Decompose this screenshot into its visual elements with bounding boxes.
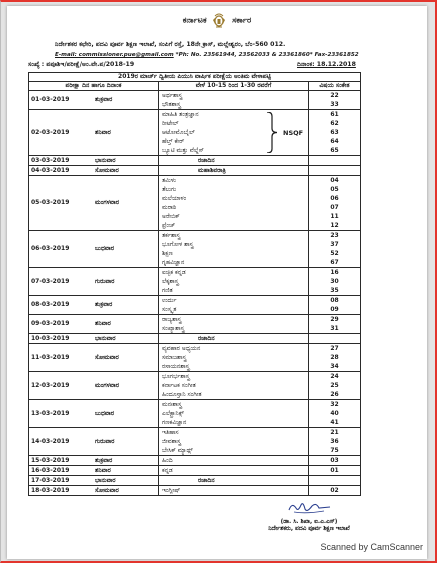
subject-name: ಸಮಾಜಶಾಸ್ತ್ರ [162, 354, 187, 361]
subject-name: ರೀಟೇಲ್ [162, 120, 179, 127]
exam-weekday: ಶುಕ್ರವಾರ [95, 301, 113, 308]
subject-name: ಅರ್ಥಶಾಸ್ತ್ರ [162, 92, 183, 99]
exam-weekday: ಗುರುವಾರ [95, 277, 115, 285]
exam-date-cell [29, 231, 159, 268]
exam-date: 09-03-2019 [31, 320, 70, 327]
exam-weekday: ಬುಧವಾರ [95, 409, 114, 417]
subject-code: 27 [330, 345, 339, 352]
codes-cell [309, 166, 361, 176]
subjects-cell [159, 476, 309, 486]
reference-number: ಸಂಖ್ಯೆ : ಪಪೂಶಿಇ/ಪರೀಕ್ಷೆ/ಅಂ.ವೇ.ಪ/2018-19 [28, 61, 135, 68]
subject-code: 26 [330, 391, 339, 398]
subject-name: ಭೂಗೋಳ ಶಾಸ್ತ್ರ [162, 241, 194, 248]
exam-date: 16-03-2019 [31, 466, 70, 474]
codes-cell [309, 296, 361, 315]
subject-name: ಹಿಂದೂಸ್ತಾನಿ ಸಂಗೀತ [162, 391, 202, 398]
exam-date: 07-03-2019 [31, 277, 70, 285]
group-label: NSQF [283, 128, 304, 137]
subject-code: 28 [330, 354, 339, 361]
holiday-row [29, 166, 361, 176]
codes-cell [309, 456, 361, 466]
subject-name: ತಮಿಳು [162, 177, 177, 184]
table-title: 2019ರ ಮಾರ್ಚ್ ದ್ವಿತೀಯ ಪಿಯುಸಿ ವಾರ್ಷಿಕ ಪರೀಕ್ಷೆಯ ಅಂತಿಮ ವೇಳಾಪಟ್ಟಿ [29, 73, 361, 82]
exam-date-cell [29, 372, 159, 400]
subject-code: 35 [330, 287, 339, 294]
subject-name: ಬ್ಯೂಟಿ ಮತ್ತು ವೆಲ್ನೆಸ್ [162, 147, 204, 154]
exam-day-row [29, 456, 361, 466]
exam-date-cell [29, 176, 159, 231]
exam-day-row [29, 231, 361, 268]
subject-code: 04 [330, 177, 339, 184]
exam-weekday: ಶುಕ್ರವಾರ [95, 96, 113, 103]
subjects-cell [159, 176, 309, 231]
exam-weekday: ಸೋಮವಾರ [95, 166, 119, 174]
exam-date: 12-03-2019 [31, 381, 70, 389]
exam-date-cell [29, 486, 159, 496]
exam-date-cell [29, 466, 159, 476]
subjects-cell [159, 334, 309, 344]
subject-name: ತೆಲುಗು [162, 186, 177, 193]
holiday-row [29, 156, 361, 166]
contact-fax: Fax-23361852 [314, 52, 359, 58]
exam-weekday: ಶುಕ್ರವಾರ [95, 456, 113, 464]
subject-code: 63 [330, 129, 339, 136]
contact-phone: *Ph: No. 23561944, 23562033 & 23361860* [175, 52, 313, 58]
exam-weekday: ಭಾನುವಾರ [95, 476, 116, 484]
exam-date: 18-03-2019 [31, 486, 70, 494]
exam-date-cell [29, 268, 159, 296]
subject-name: ಇತಿಹಾಸ [162, 429, 179, 436]
exam-day-row [29, 296, 361, 315]
codes-cell [309, 466, 361, 476]
subject-code: 36 [330, 438, 339, 445]
subject-name: ಎಲೆಕ್ಟ್ರಾನಿಕ್ಸ್ [162, 410, 184, 417]
exam-date-cell [29, 476, 159, 486]
exam-date-cell [29, 400, 159, 428]
subjects-cell [159, 156, 309, 166]
subject-name: ಗೃಹವಿಜ್ಞಾನ [162, 259, 185, 266]
exam-date: 11-03-2019 [31, 353, 70, 361]
document-page [7, 6, 427, 559]
subject-name: ಉರ್ದು [162, 297, 177, 304]
column-header-time: ವೇಳೆ 10-15 ರಿಂದ 1-30 ರವರೆಗೆ [159, 82, 309, 91]
subject-code: 07 [330, 204, 339, 211]
codes-cell [309, 344, 361, 372]
exam-date-cell [29, 156, 159, 166]
exam-weekday: ಭಾನುವಾರ [95, 156, 116, 164]
codes-cell [309, 400, 361, 428]
subject-name: ಗಣಕವಿಜ್ಞಾನ [162, 419, 187, 426]
subjects-cell [159, 456, 309, 466]
subjects-cell [159, 428, 309, 456]
issue-date: ದಿನಾಂಕ: 18.12.2018 [297, 61, 356, 68]
subject-code: 52 [330, 250, 339, 257]
subject-code: 64 [330, 138, 339, 145]
codes-cell [309, 176, 361, 231]
contact-email: E-mail: commissioner.pue@gmail.com [55, 52, 174, 58]
subject-code: 22 [330, 92, 339, 99]
codes-cell [309, 156, 361, 166]
exam-date: 05-03-2019 [31, 199, 70, 206]
office-address: ನಿರ್ದೇಶಕರ ಕಛೇರಿ, ಪದವಿ ಪೂರ್ವ ಶಿಕ್ಷಣ ಇಲಾಖೆ, ಸಂಪಿಗೆ ರಸ್ತೆ, 18ನೇ ಕ್ರಾಸ್, ಮಲ್ಲೇಶ್ವರಂ, ಬೆಂ-560 012. [55, 41, 286, 48]
exam-date: 01-03-2019 [31, 96, 70, 103]
subject-name: ವ್ಯವಹಾರ ಅಧ್ಯಯನ [162, 345, 201, 352]
subject-code: 16 [330, 269, 339, 276]
subject-name: ರಾಜ್ಯಶಾಸ್ತ್ರ [162, 316, 182, 323]
exam-day-row [29, 110, 361, 156]
subject-name: ಫ್ರೆಂಚ್ [162, 222, 176, 229]
subject-code: 32 [330, 401, 339, 408]
subject-name: ಶಿಕ್ಷಣ [162, 250, 173, 257]
scanner-watermark: Scanned by CamScanner [320, 542, 423, 552]
subject-name: ಕನ್ನಡ [162, 467, 173, 474]
exam-weekday: ಸೋಮವಾರ [95, 486, 119, 494]
exam-day-row [29, 91, 361, 110]
subject-name: ಮರಾಠಿ [162, 204, 177, 211]
exam-date: 14-03-2019 [31, 437, 70, 445]
group-brace-icon [267, 112, 277, 153]
subject-code: 11 [330, 213, 339, 220]
exam-date: 03-03-2019 [31, 156, 70, 164]
subjects-cell [159, 166, 309, 176]
exam-weekday: ಸೋಮವಾರ [95, 353, 119, 361]
exam-day-row [29, 400, 361, 428]
subject-name: ಇಂಗ್ಲೀಷ್ [162, 487, 181, 494]
subject-code: 75 [330, 447, 339, 454]
exam-date-cell [29, 344, 159, 372]
exam-date-cell [29, 91, 159, 110]
subject-name: ಗಣಿತ [162, 287, 173, 294]
subject-name: ರಸಾಯನಶಾಸ್ತ್ರ [162, 363, 190, 370]
timetable-body [29, 91, 361, 496]
header-left-text: ಕರ್ನಾಟಕ [182, 15, 207, 25]
subject-name: ಹೆಲ್ತ್ ಕೇರ್ [162, 138, 185, 145]
exam-date-cell [29, 428, 159, 456]
subject-code: 31 [330, 325, 339, 332]
codes-cell [309, 315, 361, 334]
holiday-note: ರಜಾದಿನ [198, 335, 215, 342]
subject-code: 12 [330, 222, 339, 229]
exam-day-row [29, 176, 361, 231]
exam-weekday: ಶನಿವಾರ [95, 320, 111, 327]
subject-code: 40 [330, 410, 339, 417]
subject-name: ಸಂಸ್ಕೃತ [162, 306, 177, 313]
subjects-cell [159, 296, 309, 315]
subject-code: 34 [330, 363, 339, 370]
subject-name: ಮಲೆಯಾಳಂ [162, 195, 187, 202]
subject-name: ಅರೇಬಿಕ್ [162, 213, 180, 220]
exam-day-row [29, 486, 361, 496]
subject-name: ಲೆಕ್ಕಶಾಸ್ತ್ರ [162, 278, 179, 285]
exam-date: 17-03-2019 [31, 476, 70, 484]
subject-code: 62 [330, 120, 339, 127]
subject-name: ಬೇಸಿಕ್ ಮ್ಯಾಥ್ಸ್ [162, 447, 193, 454]
subject-code: 33 [330, 101, 339, 108]
subject-code: 25 [330, 382, 339, 389]
exam-date: 06-03-2019 [31, 245, 70, 252]
codes-cell [309, 110, 361, 156]
codes-cell [309, 268, 361, 296]
subjects-cell [159, 400, 309, 428]
column-header-code: ವಿಷಯ ಸಂಕೇತ [309, 82, 361, 91]
subject-code: 03 [330, 457, 339, 464]
subject-code: 06 [330, 195, 339, 202]
subjects-cell [159, 372, 309, 400]
signature-block [253, 499, 365, 533]
exam-day-row [29, 344, 361, 372]
exam-weekday: ಶನಿವಾರ [95, 128, 111, 136]
codes-cell [309, 476, 361, 486]
government-header [7, 12, 427, 29]
empty-code [309, 166, 360, 175]
subjects-cell [159, 91, 309, 110]
header-right-text: ಸರ್ಕಾರ [232, 15, 252, 25]
signatory-name: (ಡಾ. ಸಿ. ಶಿಖಾ, ಐ.ಎ.ಎಸ್) [280, 519, 338, 525]
subject-code: 29 [330, 316, 339, 323]
subject-code: 30 [330, 278, 339, 285]
subject-code: 61 [330, 111, 339, 118]
exam-day-row [29, 372, 361, 400]
exam-date: 02-03-2019 [31, 128, 70, 136]
timetable-table [28, 72, 361, 496]
exam-weekday: ಶನಿವಾರ [95, 466, 111, 474]
subject-code: 08 [330, 297, 339, 304]
exam-date: 10-03-2019 [31, 334, 70, 342]
exam-date-cell [29, 456, 159, 466]
exam-date: 08-03-2019 [31, 301, 70, 308]
subject-code: 37 [330, 241, 339, 248]
subject-code: 02 [330, 487, 339, 494]
codes-cell [309, 486, 361, 496]
subjects-cell [159, 231, 309, 268]
subject-code: 67 [330, 259, 339, 266]
exam-date-cell [29, 166, 159, 176]
codes-cell [309, 372, 361, 400]
subject-code: 01 [330, 467, 339, 474]
subject-code: 41 [330, 419, 339, 426]
subject-code: 09 [330, 306, 339, 313]
codes-cell [309, 334, 361, 344]
subject-name: ಭೂಗರ್ಭಶಾಸ್ತ್ರ [162, 373, 190, 380]
exam-date-cell [29, 110, 159, 156]
exam-date: 04-03-2019 [31, 166, 70, 174]
subjects-cell [159, 486, 309, 496]
exam-day-row [29, 315, 361, 334]
subjects-cell [159, 110, 309, 156]
exam-date-cell [29, 296, 159, 315]
codes-cell [309, 231, 361, 268]
subject-code: 24 [330, 373, 339, 380]
exam-weekday: ಗುರುವಾರ [95, 437, 115, 445]
exam-day-row [29, 466, 361, 476]
holiday-note: ರಜಾದಿನ [198, 157, 215, 164]
table-header-row [29, 82, 361, 91]
subject-name: ಜೀವಶಾಸ್ತ್ರ [162, 438, 181, 445]
subject-name: ಮನಃಶಾಸ್ತ್ರ [162, 401, 182, 408]
exam-weekday: ಭಾನುವಾರ [95, 334, 116, 342]
contact-line [55, 52, 375, 58]
exam-date: 15-03-2019 [31, 456, 70, 464]
column-header-date: ಪರೀಕ್ಷಾ ದಿನ ಹಾಗೂ ದಿನಾಂಕ [29, 82, 159, 91]
subject-name: ಆಟೋಮೊಬೈಲ್ [162, 129, 195, 136]
subjects-cell [159, 466, 309, 476]
holiday-row [29, 476, 361, 486]
empty-code [309, 156, 360, 165]
subjects-cell [159, 268, 309, 296]
subjects-cell [159, 315, 309, 334]
exam-day-row [29, 428, 361, 456]
empty-code [309, 334, 360, 343]
exam-date: 13-03-2019 [31, 409, 70, 417]
subject-code: 05 [330, 186, 339, 193]
exam-day-row [29, 268, 361, 296]
table-title-row [29, 73, 361, 82]
holiday-row [29, 334, 361, 344]
exam-weekday: ಮಂಗಳವಾರ [95, 199, 120, 206]
subject-name: ತರ್ಕಶಾಸ್ತ್ರ [162, 232, 181, 239]
karnataka-emblem-icon [212, 12, 226, 28]
subject-name: ಸಂಖ್ಯಾಶಾಸ್ತ್ರ [162, 325, 185, 332]
exam-weekday: ಮಂಗಳವಾರ [95, 381, 120, 389]
codes-cell [309, 91, 361, 110]
codes-cell [309, 428, 361, 456]
empty-code [309, 476, 360, 485]
subject-name: ಹಿಂದಿ [162, 457, 173, 464]
exam-date-cell [29, 315, 159, 334]
subject-name: ಐಚ್ಛಿಕ ಕನ್ನಡ [162, 269, 186, 276]
subject-code: 21 [330, 429, 339, 436]
subject-code: 23 [330, 232, 339, 239]
handwritten-signature [286, 501, 332, 514]
subject-code: 65 [330, 147, 339, 154]
exam-date-cell [29, 334, 159, 344]
subject-name: ಭೌತಶಾಸ್ತ್ರ [162, 101, 181, 108]
holiday-note: ಮಹಾಶಿವರಾತ್ರಿ [198, 167, 226, 174]
exam-weekday: ಬುಧವಾರ [95, 245, 114, 252]
subjects-cell [159, 344, 309, 372]
subject-name: ಮಾಹಿತಿ ತಂತ್ರಜ್ಞಾನ [162, 111, 199, 118]
holiday-note: ರಜಾದಿನ [198, 477, 215, 484]
subject-name: ಕರ್ನಾಟಕ ಸಂಗೀತ [162, 382, 196, 389]
signatory-designation: ನಿರ್ದೇಶಕರು, ಪದವಿ ಪೂರ್ವ ಶಿಕ್ಷಣ ಇಲಾಖೆ [268, 526, 350, 532]
